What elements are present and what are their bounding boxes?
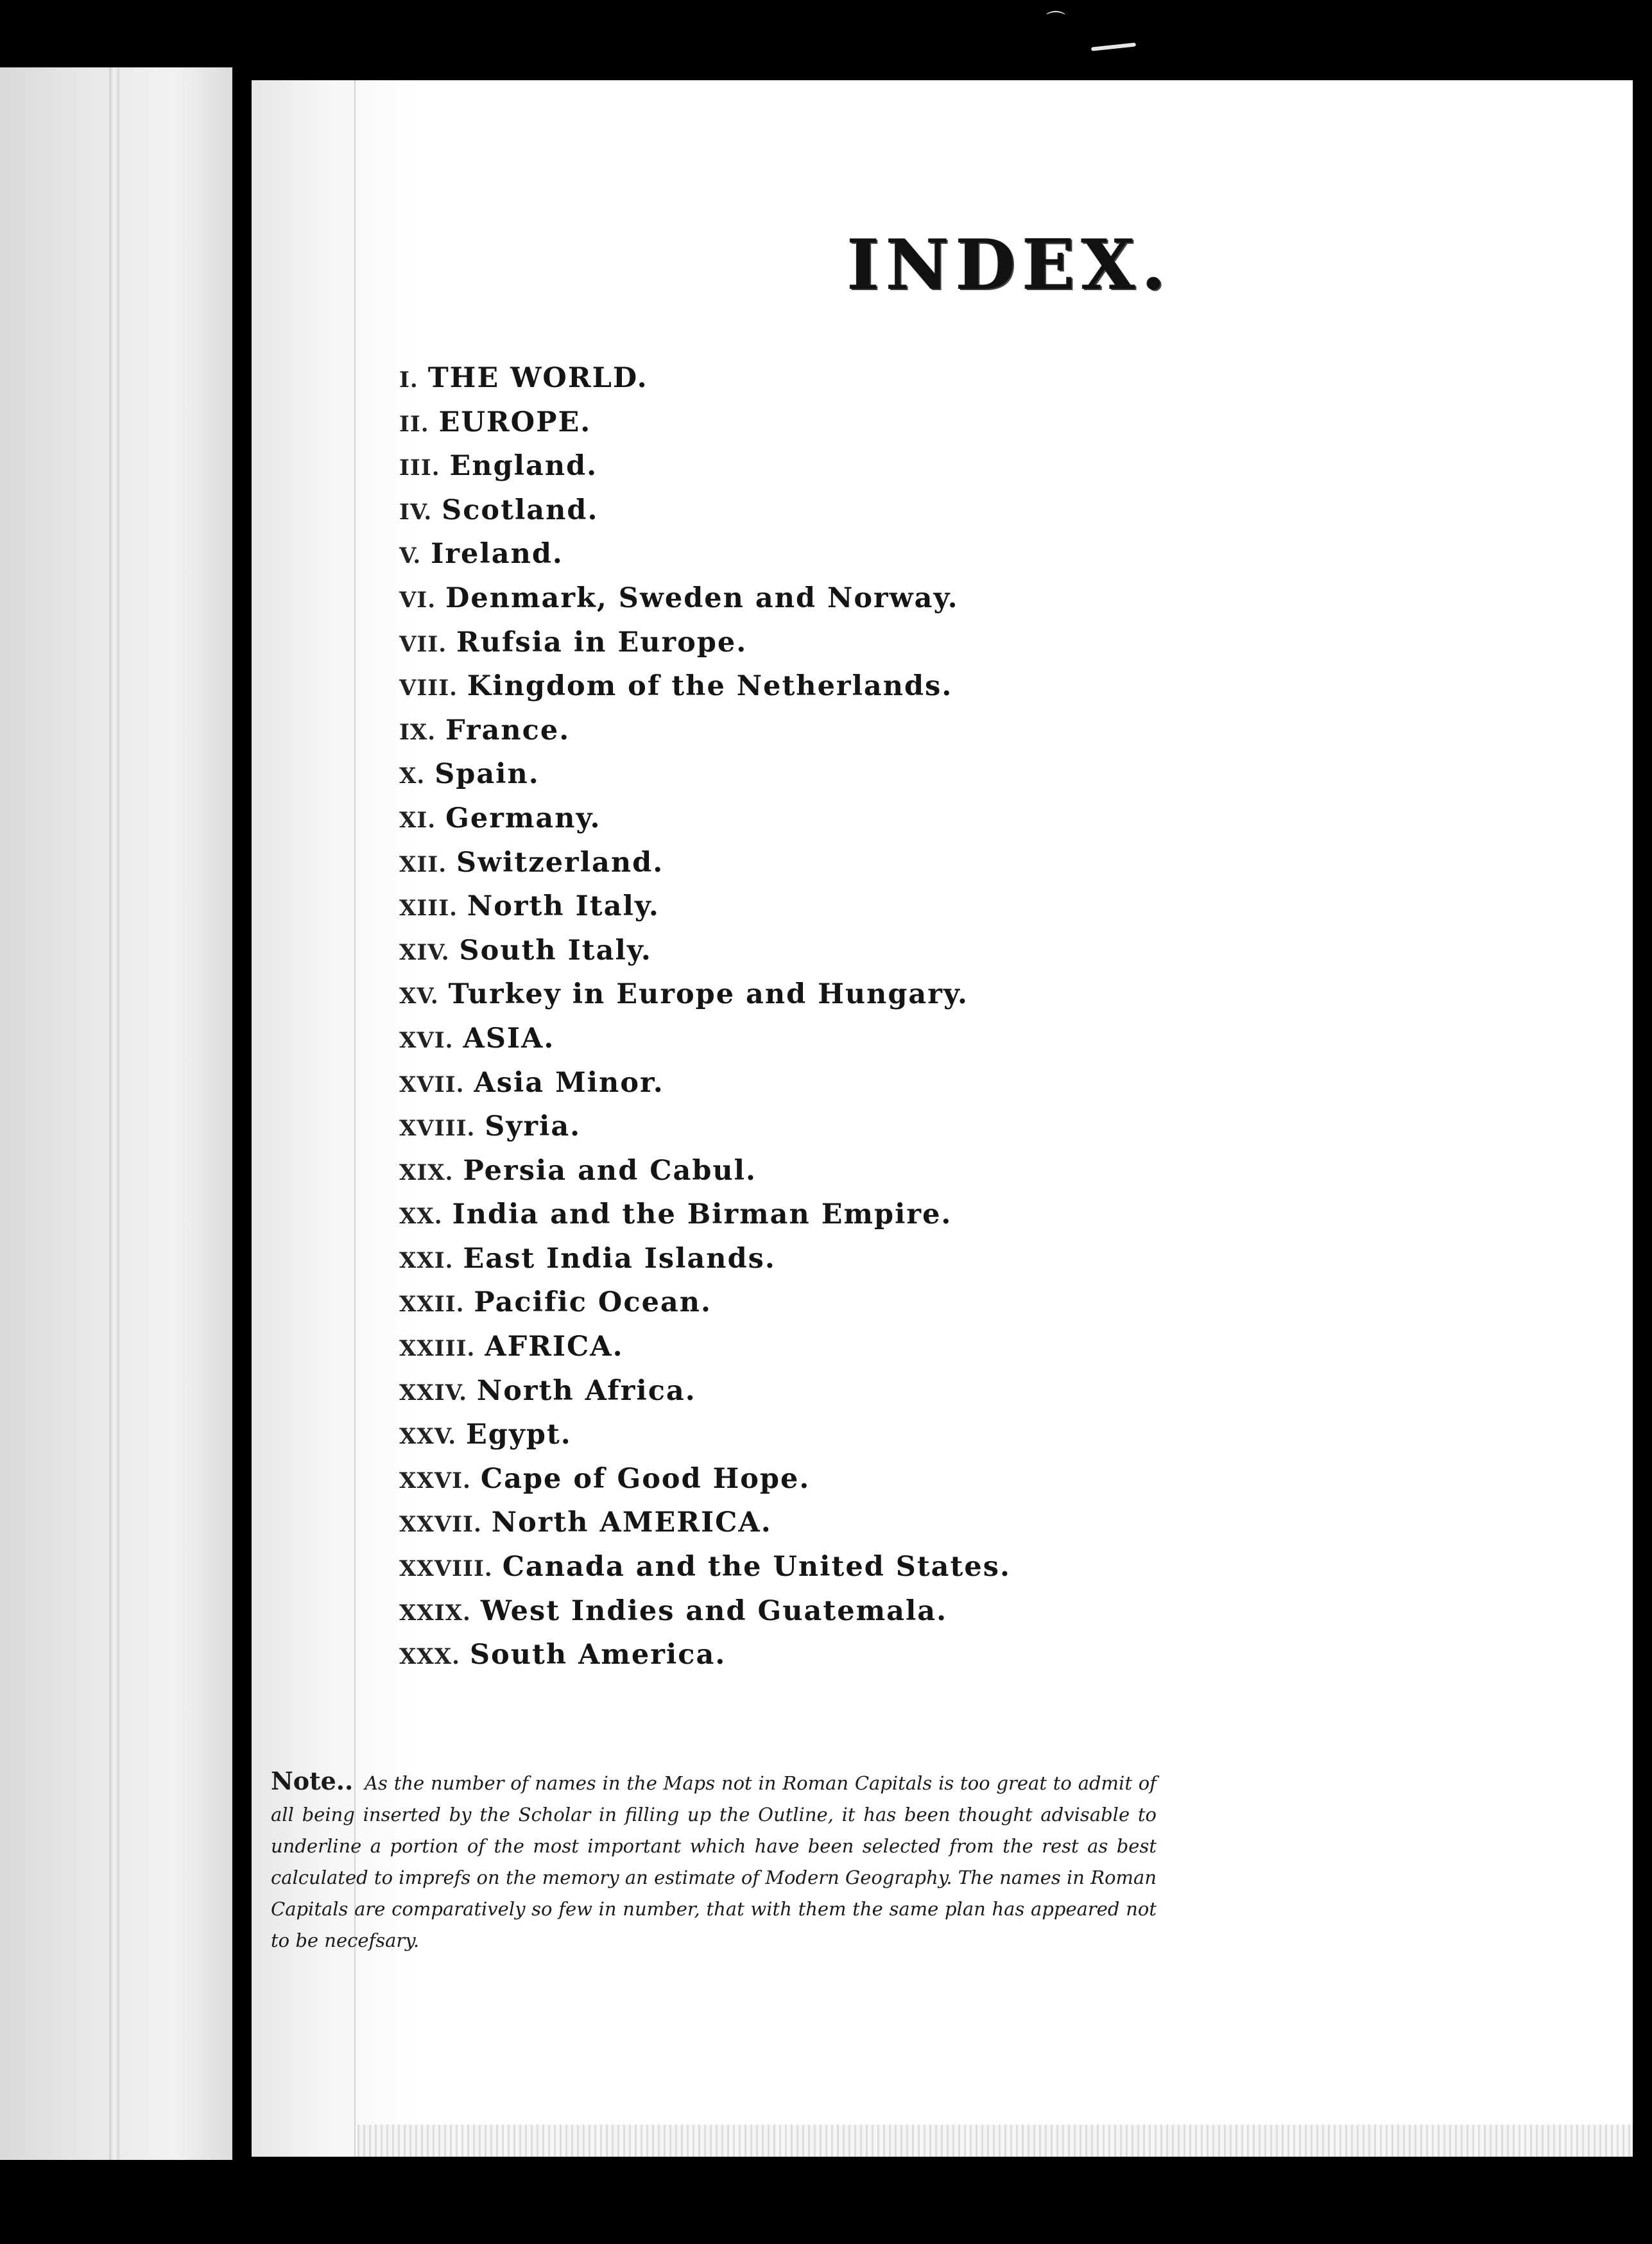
entry-title: India and the Birman Empire. bbox=[452, 1198, 952, 1231]
index-entry bbox=[399, 664, 1011, 709]
entry-title: France. bbox=[445, 714, 571, 747]
entry-numeral: XXIV. bbox=[399, 1379, 467, 1406]
entry-title: AFRICA. bbox=[485, 1331, 624, 1363]
entry-numeral: XVI. bbox=[399, 1027, 454, 1053]
entry-title: West Indies and Guatemala. bbox=[480, 1594, 948, 1627]
entry-title: Germany. bbox=[445, 802, 601, 834]
entry-numeral: XXVI. bbox=[399, 1467, 471, 1494]
index-entry bbox=[399, 709, 1011, 753]
index-entry bbox=[399, 1633, 1011, 1677]
entry-title: Syria. bbox=[485, 1110, 581, 1143]
index-entry bbox=[399, 1545, 1011, 1589]
entry-numeral: XXV. bbox=[399, 1424, 457, 1450]
index-entry bbox=[399, 1237, 1011, 1281]
note-paragraph bbox=[271, 1765, 1157, 1956]
index-entry bbox=[399, 1061, 1011, 1105]
entry-numeral: XXIII. bbox=[399, 1336, 476, 1362]
entry-title: Ireland. bbox=[431, 538, 564, 571]
index-entry bbox=[399, 1325, 1011, 1369]
entry-title: Cape of Good Hope. bbox=[480, 1462, 811, 1495]
entry-title: THE WORLD. bbox=[427, 362, 648, 394]
entry-numeral: XXX. bbox=[399, 1644, 460, 1670]
entry-title: East India Islands. bbox=[463, 1242, 776, 1275]
entry-title: Asia Minor. bbox=[474, 1066, 664, 1099]
entry-numeral: II. bbox=[399, 411, 429, 437]
entry-title: Scotland. bbox=[442, 494, 599, 526]
entry-title: Switzerland. bbox=[456, 846, 664, 879]
index-entry bbox=[399, 1457, 1011, 1501]
entry-numeral: XXII. bbox=[399, 1291, 465, 1318]
facing-page-edge bbox=[0, 67, 232, 2160]
index-entry bbox=[399, 444, 1011, 488]
index-entry bbox=[399, 532, 1011, 576]
entry-title: North AMERICA. bbox=[491, 1506, 772, 1539]
index-entry bbox=[399, 885, 1011, 929]
entry-numeral: XI. bbox=[399, 807, 436, 833]
note-text: As the number of names in the Maps not in Roman Capitals is too great to admit of all being inserted by the Scholar in filling up the Outline, it has been thought advisable to underline a portion of the most important which have been selected from the rest as best calculated to imprefs on the memory an estimate of Modern Geography. The names in Roman Capitals are comparatively so few in number, that with them the same plan has appeared not to be necefsary. bbox=[271, 1772, 1157, 1951]
entry-numeral: X. bbox=[399, 763, 426, 790]
entry-numeral: IX. bbox=[399, 719, 436, 745]
entry-title: Persia and Cabul. bbox=[463, 1154, 757, 1187]
entry-title: England. bbox=[449, 450, 598, 483]
entry-title: EUROPE. bbox=[438, 406, 592, 438]
index-entry bbox=[399, 356, 1011, 401]
index-entry bbox=[399, 576, 1011, 621]
entry-numeral: III. bbox=[399, 455, 440, 481]
index-entry bbox=[399, 841, 1011, 885]
binding-gutter bbox=[232, 58, 252, 2170]
entry-numeral: XIII. bbox=[399, 895, 458, 922]
page-title: INDEX. bbox=[847, 225, 1173, 306]
entry-numeral: XXI. bbox=[399, 1247, 454, 1273]
index-entry bbox=[399, 929, 1011, 973]
entry-title: Turkey in Europe and Hungary. bbox=[448, 978, 968, 1011]
entry-numeral: XII. bbox=[399, 851, 447, 877]
index-entry bbox=[399, 488, 1011, 533]
entry-title: South Italy. bbox=[459, 934, 652, 967]
entry-numeral: XXVIII. bbox=[399, 1556, 493, 1582]
entry-title: Denmark, Sweden and Norway. bbox=[445, 582, 959, 614]
entry-numeral: IV. bbox=[399, 499, 433, 525]
index-entry bbox=[399, 1589, 1011, 1634]
entry-title: Pacific Ocean. bbox=[474, 1286, 712, 1319]
entry-numeral: XVII. bbox=[399, 1071, 465, 1098]
index-entry bbox=[399, 1193, 1011, 1237]
entry-title: South America. bbox=[469, 1639, 727, 1671]
entry-title: Canada and the United States. bbox=[502, 1551, 1011, 1584]
entry-numeral: XVIII. bbox=[399, 1116, 476, 1142]
entry-numeral: XXVII. bbox=[399, 1512, 482, 1538]
entry-numeral: XXIX. bbox=[399, 1600, 471, 1626]
entry-numeral: VIII. bbox=[399, 675, 458, 702]
entry-numeral: XIV. bbox=[399, 939, 450, 965]
index-entry bbox=[399, 1149, 1011, 1193]
entry-title: North Africa. bbox=[476, 1374, 696, 1407]
index-entry bbox=[399, 1369, 1011, 1413]
entry-numeral: VI. bbox=[399, 587, 436, 613]
entry-numeral: I. bbox=[399, 367, 418, 393]
entry-title: North Italy. bbox=[467, 890, 660, 923]
index-entry bbox=[399, 1281, 1011, 1325]
entry-title: ASIA. bbox=[463, 1022, 555, 1055]
index-entry bbox=[399, 1017, 1011, 1061]
entry-numeral: XV. bbox=[399, 983, 439, 1010]
index-entry bbox=[399, 1105, 1011, 1149]
index-entry bbox=[399, 621, 1011, 665]
note-label: Note.. bbox=[271, 1766, 354, 1795]
index-entry bbox=[399, 972, 1011, 1017]
index-entry bbox=[399, 797, 1011, 841]
entry-title: Kingdom of the Netherlands. bbox=[467, 670, 953, 703]
entry-title: Rufsia in Europe. bbox=[456, 626, 748, 659]
entry-numeral: VII. bbox=[399, 631, 447, 657]
entry-title: Egypt. bbox=[466, 1419, 572, 1451]
entry-numeral: XX. bbox=[399, 1204, 443, 1230]
scan-mark: ⌒ bbox=[1046, 10, 1065, 33]
page-bottom-edge bbox=[357, 2125, 1633, 2157]
entry-numeral: XIX. bbox=[399, 1159, 454, 1186]
page-fold bbox=[109, 67, 119, 2160]
entry-title: Spain. bbox=[435, 758, 540, 791]
index-entry bbox=[399, 752, 1011, 797]
entry-numeral: V. bbox=[399, 543, 422, 569]
index-entry bbox=[399, 1413, 1011, 1457]
index-entry bbox=[399, 401, 1011, 445]
index-entry bbox=[399, 1501, 1011, 1545]
scan-smudge bbox=[1091, 42, 1136, 51]
index-list bbox=[399, 356, 1011, 1677]
